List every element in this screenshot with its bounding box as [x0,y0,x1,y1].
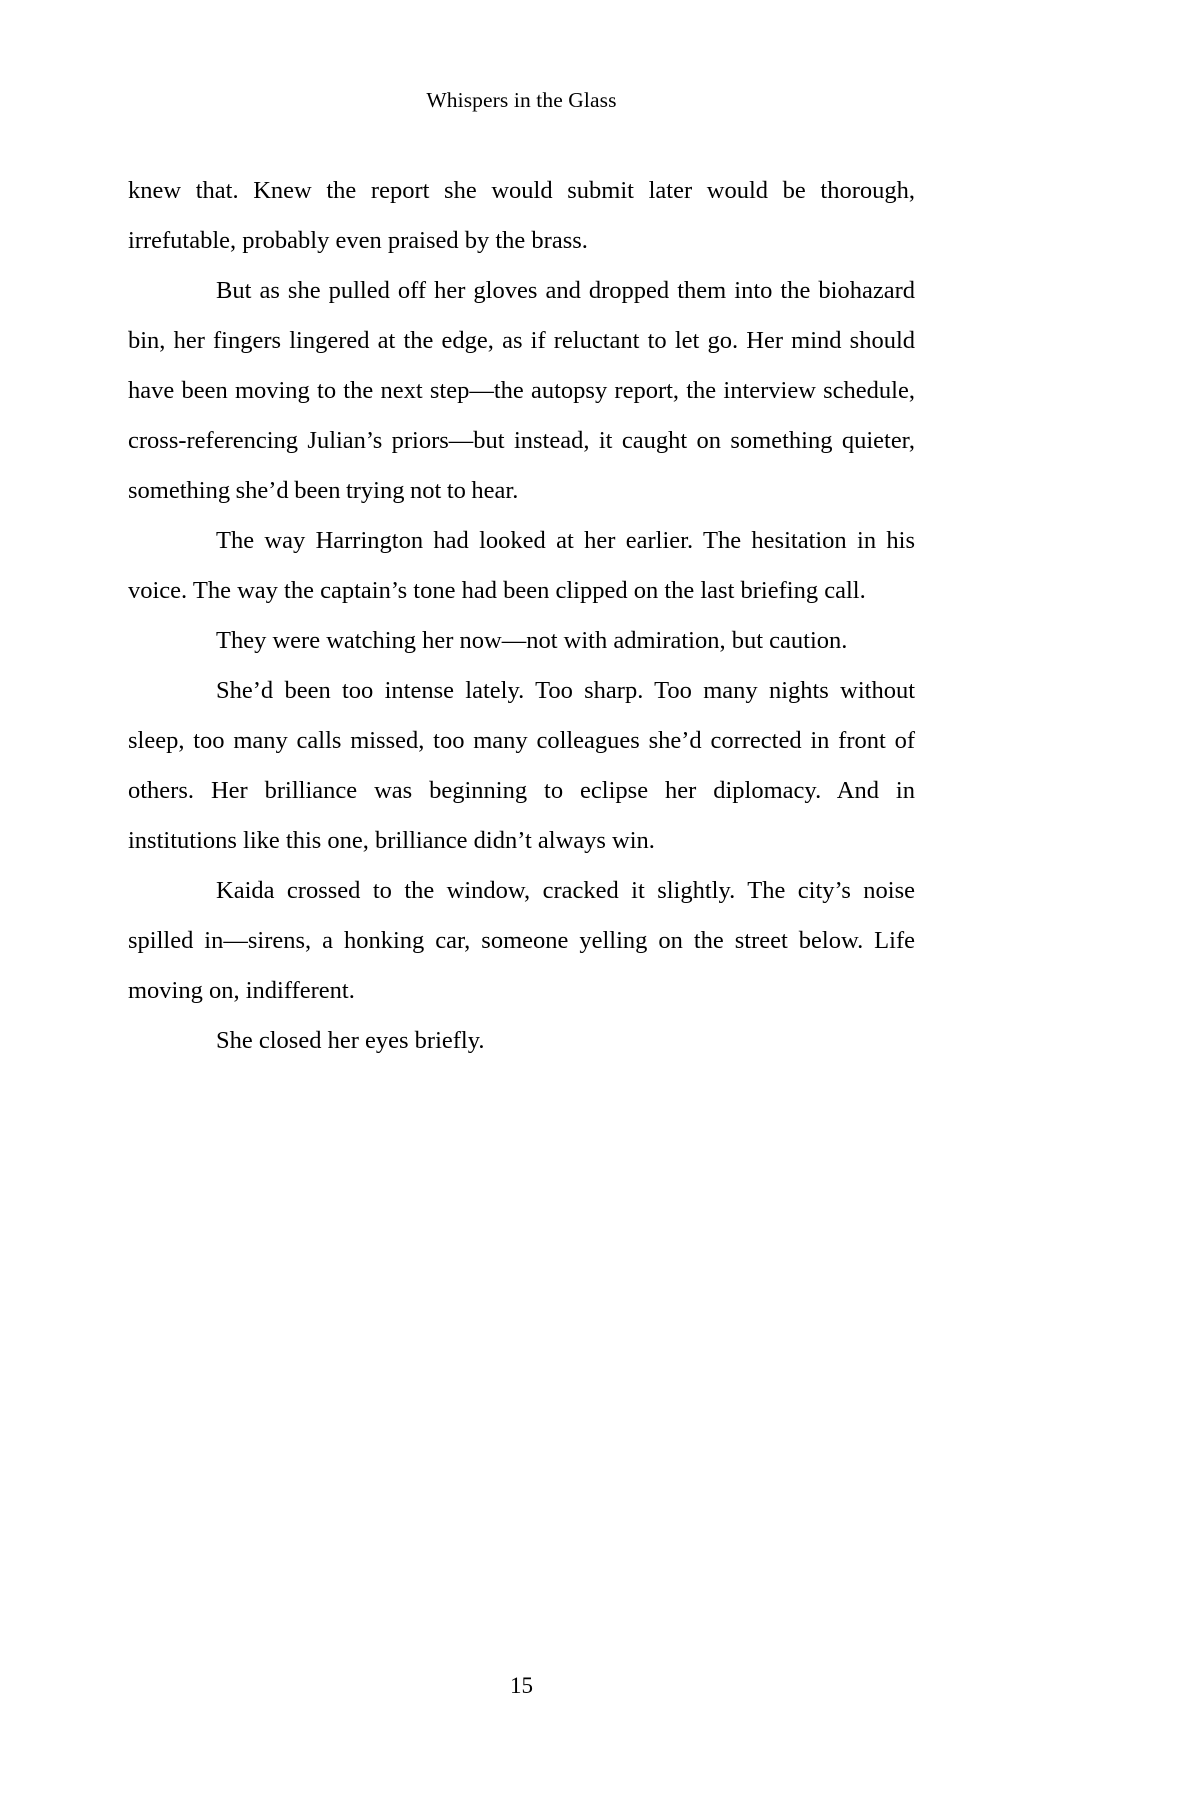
paragraph: The way Harrington had looked at her earlier. The hesitation in his voice. The way the captain’s tone had been clipped on the last briefing call. [128,527,915,604]
paragraph: But as she pulled off her gloves and dropped them into the biohazard bin, her fingers lingered at the edge, as if reluctant to let go. Her mind should have been moving to the next step—the autopsy report, the interview schedule, cross-referencing Julian’s priors—but instead, it caught on something quieter, something she’d been trying not to hear. [128,277,915,504]
paragraph: She’d been too intense lately. Too sharp. Too many nights without sleep, too many calls missed, too many colleagues she’d corrected in front of others. Her brilliance was beginning to eclipse her diplomacy. And in institutions like this one, brilliance didn’t always win. [128,677,915,854]
paragraph: They were watching her now—not with admiration, but caution. [216,627,848,654]
paragraph: Kaida crossed to the window, cracked it slightly. The city’s noise spilled in—sirens, a honking car, someone yelling on the street below. Life moving on, indifferent. [128,877,915,1004]
paragraph: knew that. Knew the report she would submit later would be thorough, irrefutable, probably even praised by the brass. [128,177,915,254]
running-header: Whispers in the Glass [426,88,617,112]
paragraph: She closed her eyes briefly. [216,1027,485,1054]
body-text-column [128,166,915,1066]
page-number: 15 [510,1673,533,1698]
